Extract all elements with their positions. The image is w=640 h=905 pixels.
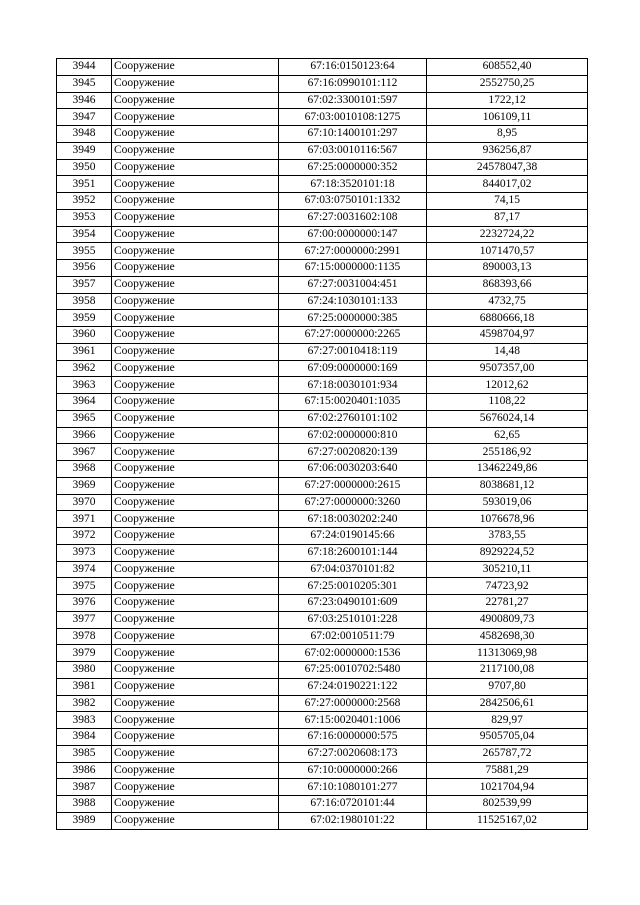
cadastral-number-cell: 67:27:0000000:2265	[279, 327, 427, 344]
cadastral-value-cell: 2117100,08	[427, 662, 588, 679]
object-type-cell: Сооружение	[112, 159, 279, 176]
row-number-cell: 3945	[57, 75, 112, 92]
table-row	[57, 193, 588, 210]
object-type-cell: Сооружение	[112, 343, 279, 360]
cadastral-number-cell: 67:06:0030203:640	[279, 461, 427, 478]
cadastral-value-cell: 829,97	[427, 712, 588, 729]
table-row	[57, 645, 588, 662]
row-number-cell: 3967	[57, 444, 112, 461]
cadastral-number-cell: 67:27:0031602:108	[279, 209, 427, 226]
cadastral-number-cell: 67:09:0000000:169	[279, 360, 427, 377]
cadastral-number-cell: 67:24:0190145:66	[279, 528, 427, 545]
table-row	[57, 796, 588, 813]
cadastral-value-cell: 2232724,22	[427, 226, 588, 243]
cadastral-value-cell: 8,95	[427, 126, 588, 143]
table-row	[57, 678, 588, 695]
cadastral-value-cell: 13462249,86	[427, 461, 588, 478]
table-row	[57, 410, 588, 427]
object-type-cell: Сооружение	[112, 226, 279, 243]
row-number-cell: 3970	[57, 494, 112, 511]
object-type-cell: Сооружение	[112, 176, 279, 193]
row-number-cell: 3953	[57, 209, 112, 226]
cadastral-number-cell: 67:18:0030202:240	[279, 511, 427, 528]
table-row	[57, 260, 588, 277]
row-number-cell: 3961	[57, 343, 112, 360]
cadastral-value-cell: 1108,22	[427, 394, 588, 411]
table-row	[57, 578, 588, 595]
cadastral-value-cell: 74723,92	[427, 578, 588, 595]
object-type-cell: Сооружение	[112, 243, 279, 260]
cadastral-number-cell: 67:27:0020820:139	[279, 444, 427, 461]
row-number-cell: 3987	[57, 779, 112, 796]
cadastral-value-cell: 11313069,98	[427, 645, 588, 662]
row-number-cell: 3946	[57, 92, 112, 109]
object-type-cell: Сооружение	[112, 611, 279, 628]
object-type-cell: Сооружение	[112, 360, 279, 377]
cadastral-number-cell: 67:25:0010205:301	[279, 578, 427, 595]
cadastral-value-cell: 890003,13	[427, 260, 588, 277]
cadastral-number-cell: 67:02:0010511:79	[279, 628, 427, 645]
cadastral-number-cell: 67:16:0990101:112	[279, 75, 427, 92]
table-row	[57, 477, 588, 494]
cadastral-number-cell: 67:04:0370101:82	[279, 561, 427, 578]
cadastral-value-cell: 844017,02	[427, 176, 588, 193]
object-type-cell: Сооружение	[112, 394, 279, 411]
cadastral-value-cell: 14,48	[427, 343, 588, 360]
table-row	[57, 494, 588, 511]
object-type-cell: Сооружение	[112, 662, 279, 679]
cadastral-value-cell: 22781,27	[427, 595, 588, 612]
row-number-cell: 3952	[57, 193, 112, 210]
table-row	[57, 427, 588, 444]
row-number-cell: 3963	[57, 377, 112, 394]
cadastral-number-cell: 67:10:0000000:266	[279, 762, 427, 779]
row-number-cell: 3974	[57, 561, 112, 578]
table-row	[57, 209, 588, 226]
object-type-cell: Сооружение	[112, 377, 279, 394]
row-number-cell: 3959	[57, 310, 112, 327]
table-row	[57, 377, 588, 394]
row-number-cell: 3964	[57, 394, 112, 411]
table-row	[57, 611, 588, 628]
row-number-cell: 3971	[57, 511, 112, 528]
row-number-cell: 3956	[57, 260, 112, 277]
cadastral-value-cell: 106109,11	[427, 109, 588, 126]
row-number-cell: 3984	[57, 729, 112, 746]
registry-table-body	[57, 59, 588, 830]
object-type-cell: Сооружение	[112, 410, 279, 427]
table-row	[57, 745, 588, 762]
object-type-cell: Сооружение	[112, 461, 279, 478]
table-row	[57, 695, 588, 712]
cadastral-number-cell: 67:27:0031004:451	[279, 276, 427, 293]
table-row	[57, 561, 588, 578]
cadastral-number-cell: 67:03:0010116:567	[279, 142, 427, 159]
cadastral-value-cell: 1076678,96	[427, 511, 588, 528]
cadastral-value-cell: 936256,87	[427, 142, 588, 159]
object-type-cell: Сооружение	[112, 595, 279, 612]
cadastral-value-cell: 593019,06	[427, 494, 588, 511]
table-row	[57, 126, 588, 143]
table-row	[57, 712, 588, 729]
cadastral-number-cell: 67:25:0010702:5480	[279, 662, 427, 679]
cadastral-number-cell: 67:18:2600101:144	[279, 544, 427, 561]
cadastral-value-cell: 74,15	[427, 193, 588, 210]
table-row	[57, 142, 588, 159]
object-type-cell: Сооружение	[112, 511, 279, 528]
cadastral-number-cell: 67:18:3520101:18	[279, 176, 427, 193]
row-number-cell: 3968	[57, 461, 112, 478]
cadastral-value-cell: 12012,62	[427, 377, 588, 394]
object-type-cell: Сооружение	[112, 109, 279, 126]
object-type-cell: Сооружение	[112, 796, 279, 813]
cadastral-value-cell: 24578047,38	[427, 159, 588, 176]
cadastral-value-cell: 8929224,52	[427, 544, 588, 561]
object-type-cell: Сооружение	[112, 494, 279, 511]
cadastral-value-cell: 9707,80	[427, 678, 588, 695]
row-number-cell: 3977	[57, 611, 112, 628]
object-type-cell: Сооружение	[112, 276, 279, 293]
cadastral-value-cell: 9507357,00	[427, 360, 588, 377]
table-row	[57, 779, 588, 796]
cadastral-number-cell: 67:27:0000000:2568	[279, 695, 427, 712]
row-number-cell: 3973	[57, 544, 112, 561]
cadastral-value-cell: 1071470,57	[427, 243, 588, 260]
row-number-cell: 3975	[57, 578, 112, 595]
object-type-cell: Сооружение	[112, 544, 279, 561]
object-type-cell: Сооружение	[112, 293, 279, 310]
table-row	[57, 812, 588, 829]
cadastral-number-cell: 67:27:0010418:119	[279, 343, 427, 360]
object-type-cell: Сооружение	[112, 477, 279, 494]
row-number-cell: 3960	[57, 327, 112, 344]
row-number-cell: 3980	[57, 662, 112, 679]
cadastral-value-cell: 2552750,25	[427, 75, 588, 92]
cadastral-number-cell: 67:15:0020401:1035	[279, 394, 427, 411]
cadastral-number-cell: 67:27:0000000:2615	[279, 477, 427, 494]
table-row	[57, 293, 588, 310]
row-number-cell: 3983	[57, 712, 112, 729]
cadastral-value-cell: 4732,75	[427, 293, 588, 310]
row-number-cell: 3969	[57, 477, 112, 494]
table-row	[57, 75, 588, 92]
object-type-cell: Сооружение	[112, 561, 279, 578]
object-type-cell: Сооружение	[112, 260, 279, 277]
cadastral-number-cell: 67:25:0000000:352	[279, 159, 427, 176]
cadastral-number-cell: 67:15:0000000:1135	[279, 260, 427, 277]
row-number-cell: 3989	[57, 812, 112, 829]
object-type-cell: Сооружение	[112, 678, 279, 695]
cadastral-number-cell: 67:16:0000000:575	[279, 729, 427, 746]
cadastral-number-cell: 67:03:0750101:1332	[279, 193, 427, 210]
object-type-cell: Сооружение	[112, 327, 279, 344]
object-type-cell: Сооружение	[112, 812, 279, 829]
object-type-cell: Сооружение	[112, 578, 279, 595]
row-number-cell: 3949	[57, 142, 112, 159]
table-row	[57, 762, 588, 779]
object-type-cell: Сооружение	[112, 310, 279, 327]
table-row	[57, 159, 588, 176]
cadastral-value-cell: 8038681,12	[427, 477, 588, 494]
cadastral-value-cell: 4900809,73	[427, 611, 588, 628]
object-type-cell: Сооружение	[112, 779, 279, 796]
table-row	[57, 59, 588, 76]
row-number-cell: 3988	[57, 796, 112, 813]
table-row	[57, 226, 588, 243]
row-number-cell: 3965	[57, 410, 112, 427]
object-type-cell: Сооружение	[112, 142, 279, 159]
cadastral-number-cell: 67:24:1030101:133	[279, 293, 427, 310]
table-row	[57, 444, 588, 461]
row-number-cell: 3978	[57, 628, 112, 645]
cadastral-number-cell: 67:02:0000000:810	[279, 427, 427, 444]
object-type-cell: Сооружение	[112, 193, 279, 210]
cadastral-number-cell: 67:10:1400101:297	[279, 126, 427, 143]
cadastral-value-cell: 3783,55	[427, 528, 588, 545]
cadastral-value-cell: 868393,66	[427, 276, 588, 293]
table-row	[57, 628, 588, 645]
row-number-cell: 3947	[57, 109, 112, 126]
cadastral-number-cell: 67:16:0720101:44	[279, 796, 427, 813]
cadastral-value-cell: 87,17	[427, 209, 588, 226]
object-type-cell: Сооружение	[112, 126, 279, 143]
cadastral-number-cell: 67:00:0000000:147	[279, 226, 427, 243]
object-type-cell: Сооружение	[112, 444, 279, 461]
table-row	[57, 511, 588, 528]
row-number-cell: 3966	[57, 427, 112, 444]
row-number-cell: 3972	[57, 528, 112, 545]
object-type-cell: Сооружение	[112, 75, 279, 92]
row-number-cell: 3985	[57, 745, 112, 762]
cadastral-number-cell: 67:03:2510101:228	[279, 611, 427, 628]
object-type-cell: Сооружение	[112, 427, 279, 444]
table-row	[57, 729, 588, 746]
cadastral-number-cell: 67:16:0150123:64	[279, 59, 427, 76]
row-number-cell: 3962	[57, 360, 112, 377]
table-row	[57, 544, 588, 561]
table-row	[57, 528, 588, 545]
cadastral-number-cell: 67:27:0000000:3260	[279, 494, 427, 511]
object-type-cell: Сооружение	[112, 628, 279, 645]
cadastral-value-cell: 11525167,02	[427, 812, 588, 829]
cadastral-value-cell: 265787,72	[427, 745, 588, 762]
row-number-cell: 3954	[57, 226, 112, 243]
cadastral-number-cell: 67:25:0000000:385	[279, 310, 427, 327]
cadastral-value-cell: 75881,29	[427, 762, 588, 779]
cadastral-number-cell: 67:27:0020608:173	[279, 745, 427, 762]
cadastral-value-cell: 5676024,14	[427, 410, 588, 427]
cadastral-number-cell: 67:24:0190221:122	[279, 678, 427, 695]
registry-table	[56, 58, 588, 830]
cadastral-value-cell: 4598704,97	[427, 327, 588, 344]
row-number-cell: 3958	[57, 293, 112, 310]
table-row	[57, 327, 588, 344]
cadastral-number-cell: 67:27:0000000:2991	[279, 243, 427, 260]
object-type-cell: Сооружение	[112, 745, 279, 762]
object-type-cell: Сооружение	[112, 528, 279, 545]
row-number-cell: 3981	[57, 678, 112, 695]
row-number-cell: 3957	[57, 276, 112, 293]
object-type-cell: Сооружение	[112, 712, 279, 729]
table-row	[57, 109, 588, 126]
table-row	[57, 243, 588, 260]
cadastral-number-cell: 67:02:3300101:597	[279, 92, 427, 109]
table-row	[57, 92, 588, 109]
cadastral-value-cell: 1722,12	[427, 92, 588, 109]
row-number-cell: 3976	[57, 595, 112, 612]
table-row	[57, 461, 588, 478]
row-number-cell: 3986	[57, 762, 112, 779]
cadastral-number-cell: 67:18:0030101:934	[279, 377, 427, 394]
cadastral-number-cell: 67:02:2760101:102	[279, 410, 427, 427]
cadastral-number-cell: 67:23:0490101:609	[279, 595, 427, 612]
table-row	[57, 394, 588, 411]
object-type-cell: Сооружение	[112, 762, 279, 779]
object-type-cell: Сооружение	[112, 59, 279, 76]
cadastral-number-cell: 67:03:0010108:1275	[279, 109, 427, 126]
table-row	[57, 595, 588, 612]
row-number-cell: 3944	[57, 59, 112, 76]
cadastral-number-cell: 67:10:1080101:277	[279, 779, 427, 796]
row-number-cell: 3948	[57, 126, 112, 143]
cadastral-value-cell: 1021704,94	[427, 779, 588, 796]
cadastral-value-cell: 608552,40	[427, 59, 588, 76]
cadastral-value-cell: 9505705,04	[427, 729, 588, 746]
table-row	[57, 360, 588, 377]
cadastral-value-cell: 305210,11	[427, 561, 588, 578]
object-type-cell: Сооружение	[112, 645, 279, 662]
cadastral-value-cell: 2842506,61	[427, 695, 588, 712]
row-number-cell: 3950	[57, 159, 112, 176]
cadastral-value-cell: 802539,99	[427, 796, 588, 813]
object-type-cell: Сооружение	[112, 729, 279, 746]
table-row	[57, 176, 588, 193]
object-type-cell: Сооружение	[112, 92, 279, 109]
table-row	[57, 662, 588, 679]
table-row	[57, 310, 588, 327]
table-row	[57, 343, 588, 360]
cadastral-number-cell: 67:15:0020401:1006	[279, 712, 427, 729]
row-number-cell: 3979	[57, 645, 112, 662]
object-type-cell: Сооружение	[112, 695, 279, 712]
table-row	[57, 276, 588, 293]
row-number-cell: 3982	[57, 695, 112, 712]
row-number-cell: 3951	[57, 176, 112, 193]
cadastral-value-cell: 4582698,30	[427, 628, 588, 645]
object-type-cell: Сооружение	[112, 209, 279, 226]
cadastral-number-cell: 67:02:1980101:22	[279, 812, 427, 829]
cadastral-value-cell: 255186,92	[427, 444, 588, 461]
cadastral-number-cell: 67:02:0000000:1536	[279, 645, 427, 662]
cadastral-value-cell: 6880666,18	[427, 310, 588, 327]
row-number-cell: 3955	[57, 243, 112, 260]
cadastral-value-cell: 62,65	[427, 427, 588, 444]
